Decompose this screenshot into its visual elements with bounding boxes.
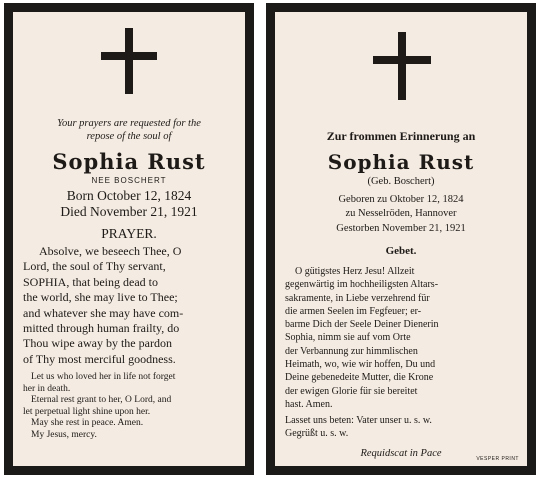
birth-date: Geboren zu Oktober 12, 1824 xyxy=(338,194,464,205)
closing-line: Eternal rest grant to her, O Lord, and xyxy=(31,395,172,406)
prayer-line: Lord, the soul of Thy servant, xyxy=(23,259,166,274)
prayer-line: gegenwärtig im hochheiligsten Altars- xyxy=(285,279,439,291)
closing-line: My Jesus, mercy. xyxy=(31,429,97,440)
closing-line: let perpetual light shine upon her. xyxy=(23,406,151,417)
prayer-line: sakramente, in Liebe verzehrend für xyxy=(285,292,430,304)
closing-line: her in death. xyxy=(23,383,71,394)
deceased-name: Sophia Rust xyxy=(327,150,475,174)
prayer-text xyxy=(23,244,235,367)
closing-line: Gegrüßt u. s. w. xyxy=(285,428,349,440)
prayer-line: Sophia, nimm sie auf vom Orte xyxy=(285,332,411,344)
prayer-text xyxy=(285,265,517,411)
death-date: Died November 21, 1921 xyxy=(60,204,198,219)
closing-line: Let us who loved her in life not forget xyxy=(31,372,176,382)
birth-date: Born October 12, 1824 xyxy=(66,188,192,203)
prayer-line: Thou wipe away by the pardon xyxy=(23,336,172,351)
prayer-title: PRAYER. xyxy=(101,226,157,241)
farewell-line: Requidscat in Pace xyxy=(360,448,442,459)
memorial-heading: Zur frommen Erinnerung an xyxy=(326,129,476,143)
prayer-line: and whatever she may have com- xyxy=(23,305,184,320)
cross-icon xyxy=(101,28,157,94)
maiden-name: NEE BOSCHERT xyxy=(91,176,167,185)
prayer-title: Gebet. xyxy=(385,245,417,257)
prayer-line: der ewigen Glorie für sie bereitet xyxy=(285,385,418,397)
deceased-name: Sophia Rust xyxy=(52,149,206,174)
birth-place: zu Nesselröden, Hannover xyxy=(345,208,457,219)
prayer-line: Deine gebenedeite Mutter, die Krone xyxy=(285,372,434,384)
prayer-line: of Thy most merciful goodness. xyxy=(23,351,176,366)
closing-text xyxy=(285,414,517,441)
prayer-line: mitted through human frailty, do xyxy=(23,321,180,336)
memorial-card-german xyxy=(266,3,536,475)
death-date: Gestorben November 21, 1921 xyxy=(336,223,466,234)
prayer-line: the world, she may live to Thee; xyxy=(23,290,178,305)
prayer-line: die armen Seelen im Fegfeuer; er- xyxy=(285,305,422,317)
closing-line: May she rest in peace. Amen. xyxy=(31,418,144,429)
prayer-line: Absolve, we beseech Thee, O xyxy=(39,244,182,258)
prayer-line: der Verbannung zur himmlischen xyxy=(285,345,418,357)
card-paper xyxy=(275,12,527,466)
closing-line: Lasset uns beten: Vater unser u. s. w. xyxy=(285,415,432,426)
printer-mark: VESPER PRINT xyxy=(476,456,519,462)
memorial-card-english xyxy=(4,3,254,475)
maiden-name: (Geb. Boschert) xyxy=(367,176,435,187)
prayer-line: Heimath, wo, wie wir hoffen, Du und xyxy=(285,359,436,371)
card-paper xyxy=(13,12,245,466)
intro-line-2: repose of the soul of xyxy=(86,131,172,142)
intro-line-1: Your prayers are requested for the xyxy=(57,118,201,129)
cross-icon xyxy=(373,32,431,100)
prayer-line: barme Dich der Seele Deiner Dienerin xyxy=(285,319,439,331)
prayer-line: SOPHIA, that being dead to xyxy=(23,274,158,289)
prayer-line: hast. Amen. xyxy=(285,398,333,410)
closing-text xyxy=(23,372,235,442)
prayer-line: O gütigstes Herz Jesu! Allzeit xyxy=(295,266,415,277)
